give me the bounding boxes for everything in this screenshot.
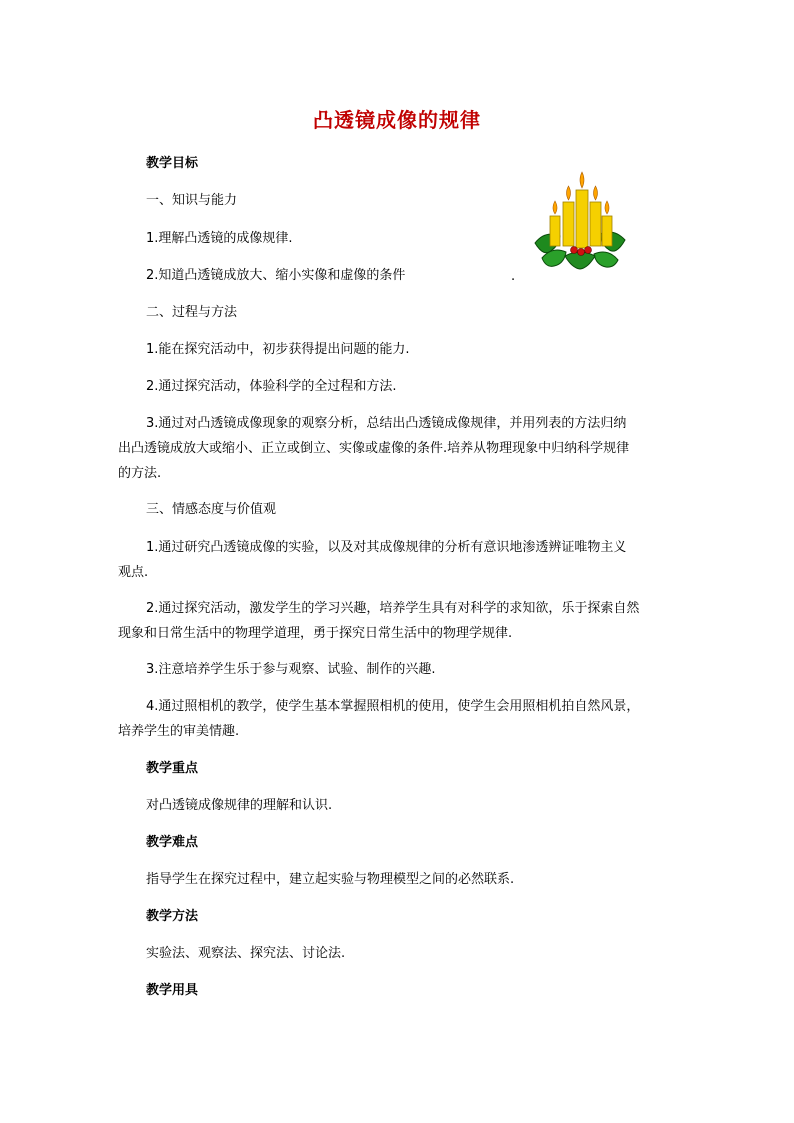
section2-item-3-line-2: 出凸透镜成放大或缩小、正立或倒立、实像或虚像的条件.培养从物理现象中归纳科学规律 [118,441,630,456]
difficulty-heading: 教学难点 [146,835,199,850]
candles-icon [530,168,630,273]
section3-item-1-line-1: 1.通过研究凸透镜成像的实验，以及对其成像规律的分析有意识地渗透辨证唯物主义 [146,540,627,555]
key-points-text: 对凸透镜成像规律的理解和认识. [146,798,333,813]
page-title: 凸透镜成像的规律 [313,108,481,132]
section3-item-4-line-1: 4.通过照相机的教学，使学生基本掌握照相机的使用，使学生会用照相机拍自然风景， [146,699,640,714]
section1-heading: 一、知识与能力 [146,193,238,208]
method-heading: 教学方法 [146,909,199,924]
difficulty-text: 指导学生在探究过程中，建立起实验与物理模型之间的必然联系. [146,872,515,887]
section2-item-1: 1.能在探究活动中，初步获得提出问题的能力. [146,342,410,357]
section3-heading: 三、情感态度与价值观 [146,502,277,517]
section3-item-4-line-2: 培养学生的审美情趣. [118,724,240,739]
section3-item-1-line-2: 观点. [118,565,149,580]
tools-heading: 教学用具 [146,983,199,998]
section3-item-3: 3.注意培养学生乐于参与观察、试验、制作的兴趣. [146,662,436,677]
objectives-heading: 教学目标 [146,156,199,171]
key-points-heading: 教学重点 [146,761,199,776]
method-text: 实验法、观察法、探究法、讨论法. [146,946,346,961]
section3-item-2-line-1: 2.通过探究活动，激发学生的学习兴趣，培养学生具有对科学的求知欲，乐于探索自然 [146,601,640,616]
section1-item-1: 1.理解凸透镜的成像规律. [146,231,293,246]
section2-item-3-line-3: 的方法. [118,466,162,481]
section2-item-3-line-1: 3.通过对凸透镜成像现象的观察分析，总结出凸透镜成像规律，并用列表的方法归纳 [146,416,627,431]
section1-item-2: 2.知道凸透镜成放大、缩小实像和虚像的条件 [146,268,406,283]
section1-item-2-period: . [511,269,516,284]
section3-item-2-line-2: 现象和日常生活中的物理学道理，勇于探究日常生活中的物理学规律. [118,626,513,641]
section2-item-2: 2.通过探究活动，体验科学的全过程和方法. [146,379,397,394]
section2-heading: 二、过程与方法 [146,305,238,320]
